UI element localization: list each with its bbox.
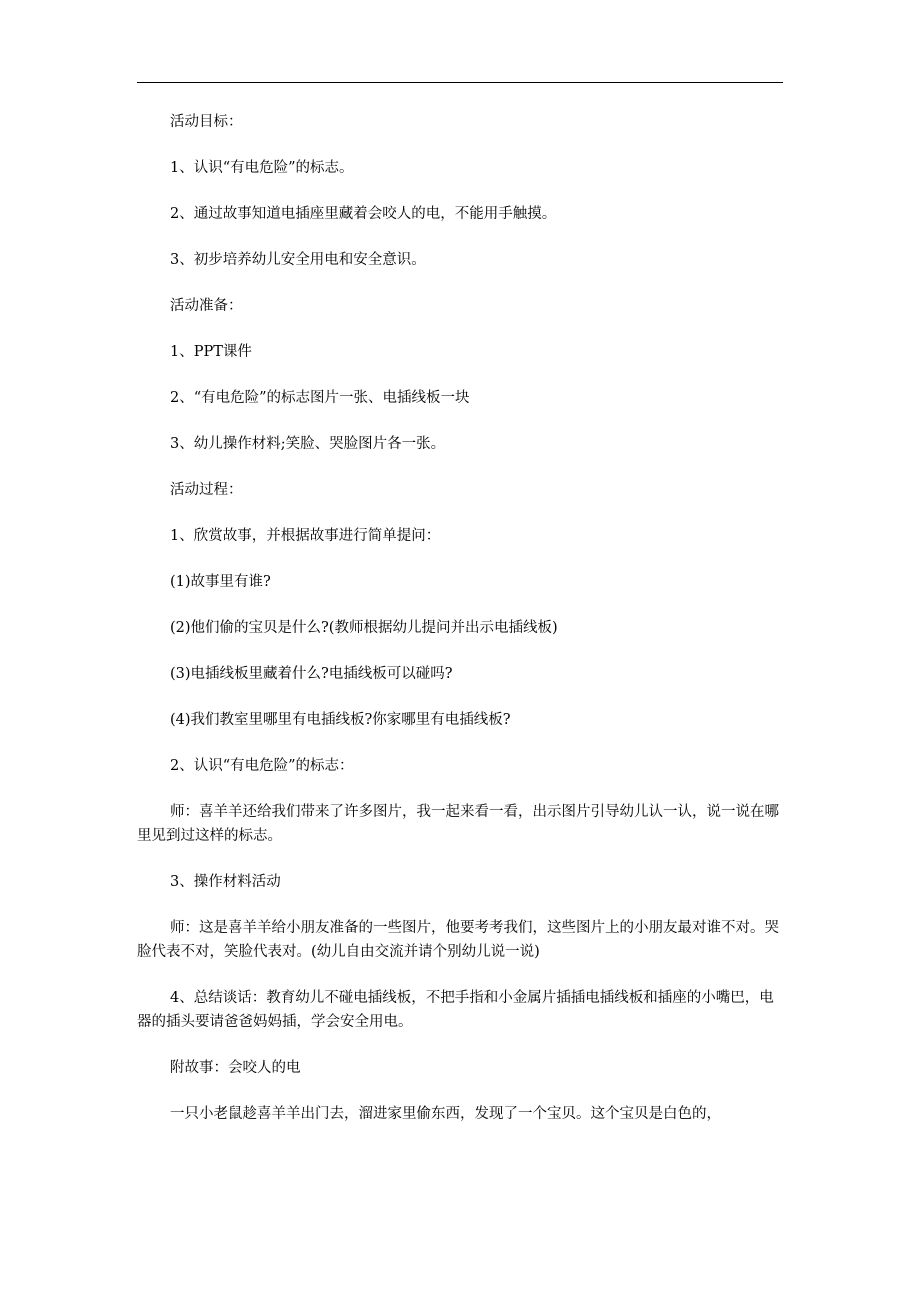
goal-item: 2、通过故事知道电插座里藏着会咬人的电，不能用手触摸。 <box>170 206 557 222</box>
process-step: 2、认识“有电危险”的标志： <box>170 758 354 774</box>
header-rule <box>137 82 783 83</box>
section-heading-preparation: 活动准备： <box>170 298 243 314</box>
question-item: (2)他们偷的宝贝是什么?(教师根据幼儿提问并出示电插线板) <box>170 620 558 636</box>
goal-item: 3、初步培养幼儿安全用电和安全意识。 <box>170 252 426 268</box>
question-item: (4)我们教室里哪里有电插线板?你家哪里有电插线板? <box>170 712 511 728</box>
preparation-item: 3、幼儿操作材料;笑脸、哭脸图片各一张。 <box>170 436 446 452</box>
process-step: 4、总结谈话：教育幼儿不碰电插线板，不把手指和小金属片插插电插线板和插座的小嘴巴，电器的插头要请爸爸妈妈插，学会安全用电。 <box>137 990 774 1030</box>
preparation-item: 2、“有电危险”的标志图片一张、电插线板一块 <box>170 390 470 406</box>
teacher-dialogue: 师：喜羊羊还给我们带来了许多图片，我一起来看一看，出示图片引导幼儿认一认，说一说在哪里见到过这样的标志。 <box>137 804 779 844</box>
teacher-dialogue: 师：这是喜羊羊给小朋友准备的一些图片，他要考考我们，这些图片上的小朋友最对谁不对。哭脸代表不对，笑脸代表对。(幼儿自由交流并请个别幼儿说一说) <box>137 920 779 960</box>
preparation-item: 1、PPT课件 <box>170 344 252 360</box>
section-heading-goals: 活动目标： <box>170 114 243 130</box>
process-step: 3、操作材料活动 <box>170 874 281 890</box>
goal-item: 1、认识“有电危险”的标志。 <box>170 160 354 176</box>
question-item: (3)电插线板里藏着什么?电插线板可以碰吗? <box>170 666 453 682</box>
question-item: (1)故事里有谁? <box>170 574 271 590</box>
process-step: 1、欣赏故事，并根据故事进行简单提问： <box>170 528 441 544</box>
story-title: 附故事：会咬人的电 <box>170 1060 301 1076</box>
document-body <box>137 110 783 1126</box>
story-text: 一只小老鼠趁喜羊羊出门去，溜进家里偷东西，发现了一个宝贝。这个宝贝是白色的， <box>170 1106 721 1122</box>
section-heading-process: 活动过程： <box>170 482 243 498</box>
